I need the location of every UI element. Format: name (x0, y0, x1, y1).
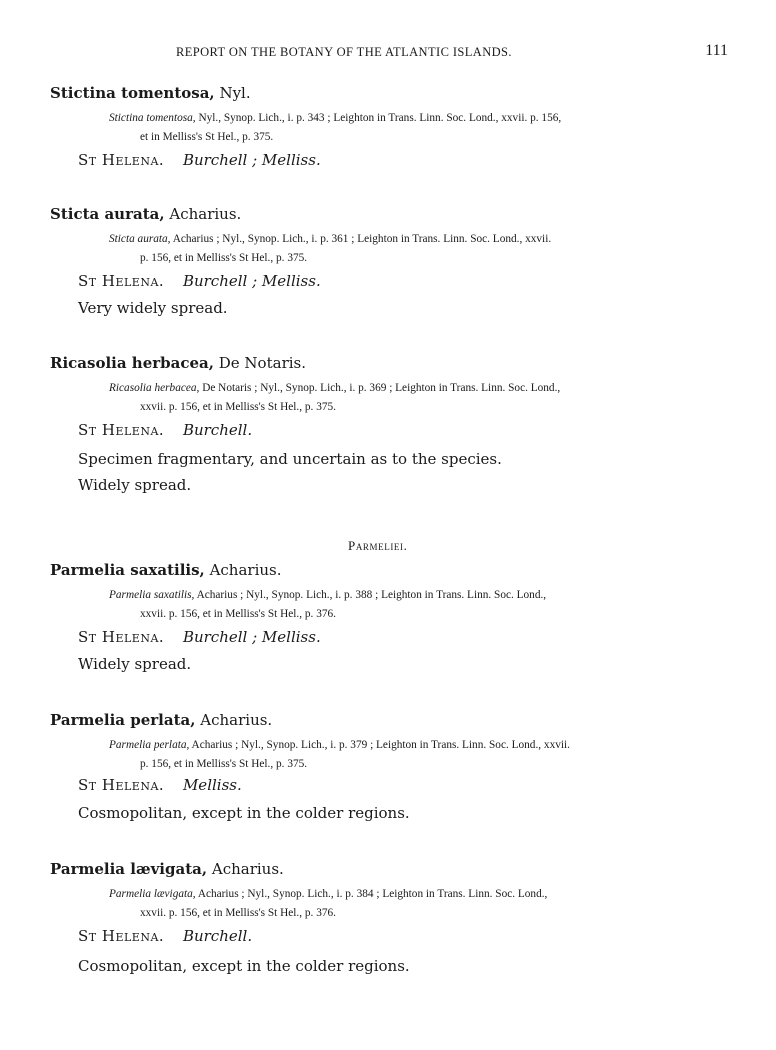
species-reference (78, 885, 729, 923)
species-author: Acharius. (169, 205, 242, 223)
reference-species: Ricasolia herbacea, (109, 382, 200, 394)
species-author: De Notaris. (218, 354, 306, 372)
locality-line (78, 272, 321, 290)
species-author: Acharius. (211, 860, 284, 878)
reference-line: p. 156, et in Melliss's St Hel., p. 375. (140, 252, 308, 264)
locality-place: St Helena. (78, 628, 165, 646)
reference-line: p. 156, et in Melliss's St Hel., p. 375. (140, 758, 308, 770)
specimen-note: Specimen fragmentary, and uncertain as to the species. (78, 450, 502, 468)
species-name: Parmelia lævigata, (50, 860, 208, 878)
distribution-note: Cosmopolitan, except in the colder regions. (78, 957, 410, 975)
locality-collectors: Burchell ; Melliss. (182, 151, 321, 169)
species-name: Stictina tomentosa, (50, 84, 215, 102)
distribution-note: Widely spread. (78, 476, 192, 494)
species-author: Acharius. (209, 561, 282, 579)
reference-line: et in Melliss's St Hel., p. 375. (140, 131, 274, 143)
locality-line (78, 628, 321, 646)
species-reference (78, 230, 729, 268)
species-heading (50, 711, 272, 729)
reference-line: xxvii. p. 156, et in Melliss's St Hel., p. 376. (140, 608, 336, 620)
species-reference (78, 736, 729, 774)
distribution-note: Cosmopolitan, except in the colder regions. (78, 804, 410, 822)
species-name: Ricasolia herbacea, (50, 354, 214, 372)
reference-species: Parmelia perlata, (109, 739, 190, 751)
running-header-title: REPORT ON THE BOTANY OF THE ATLANTIC ISLANDS. (176, 45, 512, 59)
locality-line (78, 927, 252, 945)
locality-collectors: Burchell ; Melliss. (182, 272, 321, 290)
reference-species: Sticta aurata, (109, 233, 171, 245)
species-name: Sticta aurata, (50, 205, 165, 223)
species-heading (50, 561, 282, 579)
species-reference (78, 109, 729, 147)
reference-species: Stictina tomentosa, (109, 112, 196, 124)
locality-collectors: Melliss. (182, 776, 242, 794)
distribution-note: Widely spread. (78, 655, 192, 673)
species-reference (78, 379, 729, 417)
locality-place: St Helena. (78, 421, 165, 439)
reference-line: Acharius ; Nyl., Synop. Lich., i. p. 361 ; Leighton in Trans. Linn. Soc. Lond., xxvii. (172, 233, 552, 245)
reference-species: Parmelia saxatilis, (109, 589, 195, 601)
locality-line (78, 151, 321, 169)
reference-line: Acharius ; Nyl., Synop. Lich., i. p. 379 ; Leighton in Trans. Linn. Soc. Lond., xxvii. (191, 739, 570, 751)
locality-place: St Helena. (78, 151, 165, 169)
species-heading (50, 205, 241, 223)
section-heading: Parmeliei. (348, 538, 408, 553)
locality-collectors: Burchell ; Melliss. (182, 628, 321, 646)
reference-line: Nyl., Synop. Lich., i. p. 343 ; Leighton in Trans. Linn. Soc. Lond., xxvii. p. 156, (198, 112, 562, 124)
species-heading (50, 84, 251, 102)
species-reference (78, 586, 729, 624)
species-author: Nyl. (219, 84, 251, 102)
reference-species: Parmelia lævigata, (109, 888, 196, 900)
distribution-note: Very widely spread. (78, 299, 228, 317)
reference-line: De Notaris ; Nyl., Synop. Lich., i. p. 369 ; Leighton in Trans. Linn. Soc. Lond., (202, 382, 561, 394)
species-name: Parmelia saxatilis, (50, 561, 205, 579)
locality-line (78, 421, 252, 439)
reference-line: xxvii. p. 156, et in Melliss's St Hel., p. 376. (140, 907, 336, 919)
species-heading (50, 860, 284, 878)
locality-place: St Helena. (78, 272, 165, 290)
locality-place: St Helena. (78, 776, 165, 794)
locality-place: St Helena. (78, 927, 165, 945)
reference-line: Acharius ; Nyl., Synop. Lich., i. p. 384 ; Leighton in Trans. Linn. Soc. Lond., (197, 888, 548, 900)
reference-line: Acharius ; Nyl., Synop. Lich., i. p. 388 ; Leighton in Trans. Linn. Soc. Lond., (196, 589, 547, 601)
species-name: Parmelia perlata, (50, 711, 196, 729)
locality-collectors: Burchell. (182, 927, 253, 945)
reference-line: xxvii. p. 156, et in Melliss's St Hel., p. 375. (140, 401, 336, 413)
species-author: Acharius. (200, 711, 273, 729)
locality-collectors: Burchell. (182, 421, 253, 439)
species-heading (50, 354, 306, 372)
page-number: 111 (705, 42, 728, 59)
locality-line (78, 776, 242, 794)
